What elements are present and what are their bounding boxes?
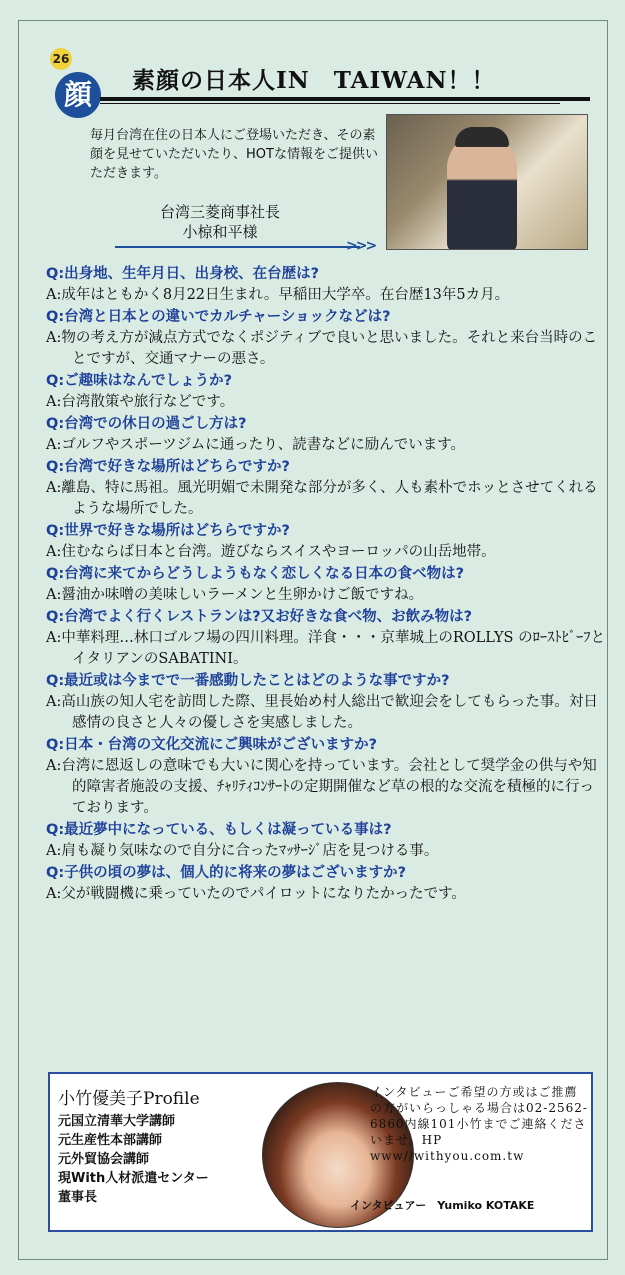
profile-box [48,1072,593,1232]
kao-emblem: 顔 [55,72,101,118]
question: Q:世界で好きな場所はどちらですか? [46,523,290,539]
contact-text: インタビューご希望の方或はご推薦の方がいらっしゃる場合は02-2562-6860内線101小竹までご連絡くださいませ。HP www//withyou.com.tw [370,1085,588,1163]
profile-line: 現With人材派遣センター [58,1171,209,1186]
answer: A:台湾散策や旅行などです。 [46,394,235,410]
page-title: 素顔の日本人IN TAIWAN！！ [132,67,496,94]
title-rule [100,97,590,101]
question: Q:出身地、生年月日、出身校、在台歴は? [46,266,320,282]
profile-line: 董事長 [58,1190,98,1205]
question: Q:台湾で好きな場所はどちらですか? [46,459,290,475]
profile-line: 元外貿協会講師 [58,1152,150,1167]
answer: A:中華料理…林口ゴルフ場の四川料理。洋食・・・京華城上のROLLYS のﾛｰｽﾄﾋﾞｰﾌとイタリアンのSABATINI。 [46,630,606,667]
company-title: 台湾三菱商事社長 [159,203,280,221]
profile-title: 小竹優美子Profile [58,1089,200,1109]
person-hair [455,127,509,147]
person-name: 小椋和平様 [182,223,258,241]
question: Q:ご趣味はなんでしょうか? [46,373,233,389]
question: Q:台湾でよく行くレストランは?又お好きな食べ物、お飲み物は? [46,609,473,625]
answer: A:物の考え方が減点方式でなくポジティブで良いと思いました。それと来台当時のことですが、交通マナーの悪さ。 [46,330,598,367]
answer: A:離島、特に馬祖。風光明媚で未開発な部分が多く、人も素朴でホッとさせてくれるような場所でした。 [46,480,598,517]
page-number-badge: 26 [50,48,72,70]
answer: A:成年はともかく8月22日生まれ。早稲田大学卒。在台歴13年5カ月。 [46,287,510,303]
answer: A:醤油か味噌の美味しいラーメンと生卵かけご飯ですね。 [46,587,424,603]
answer: A:住むならば日本と台湾。遊びならスイスやヨーロッパの山岳地帯。 [46,544,496,560]
question: Q:日本・台湾の文化交流にご興味がございますか? [46,737,378,753]
chevron-arrow-icon: >>> [346,238,376,254]
person-figure [447,133,517,250]
name-underline [115,246,360,248]
interviewee-block [120,202,320,242]
answer: A:台湾に恩返しの意味でも大いに関心を持っています。会社として奨学金の供与や知的障害者施設の支援、ﾁｬﾘﾃｨｺﾝｻｰﾄの定期開催など草の根的な交流を積極的に行っております。 [46,758,597,816]
question: Q:台湾に来てからどうしようもなく恋しくなる日本の食べ物は? [46,566,465,582]
question: Q:最近夢中になっている、もしくは凝っている事は? [46,822,392,838]
qa-list [46,263,606,905]
interviewee-photo [386,114,588,250]
intro-text: 毎月台湾在住の日本人にご登場いただき、その素顔を見せていただいたり、HOTな情報をご提供いただきます。 [90,128,378,181]
question: Q:最近或は今までで一番感動したことはどのような事ですか? [46,673,450,689]
answer: A:父が戦闘機に乗っていたのでパイロットになりたかったです。 [46,886,466,902]
question: Q:台湾と日本との違いでカルチャーショックなどは? [46,309,391,325]
profile-lines [58,1112,209,1207]
answer: A:高山族の知人宅を訪問した際、里長始め村人総出で歓迎会をしてもらった事。対日感情の良さと人々の優しさを実感しました。 [46,694,598,731]
interviewer-name: インタビュアー Yumiko KOTAKE [350,1199,535,1212]
question: Q:子供の頃の夢は、個人的に将来の夢はございますか? [46,865,407,881]
answer: A:肩も凝り気味なので自分に合ったﾏｯｻｰｼﾞ店を見つける事。 [46,843,439,859]
question: Q:台湾での休日の過ごし方は? [46,416,247,432]
profile-line: 元生産性本部講師 [58,1133,163,1148]
profile-line: 元国立清華大学講師 [58,1114,176,1129]
title-rule-thin [100,103,560,104]
answer: A:ゴルフやスポーツジムに通ったり、読書などに励んでいます。 [46,437,466,453]
